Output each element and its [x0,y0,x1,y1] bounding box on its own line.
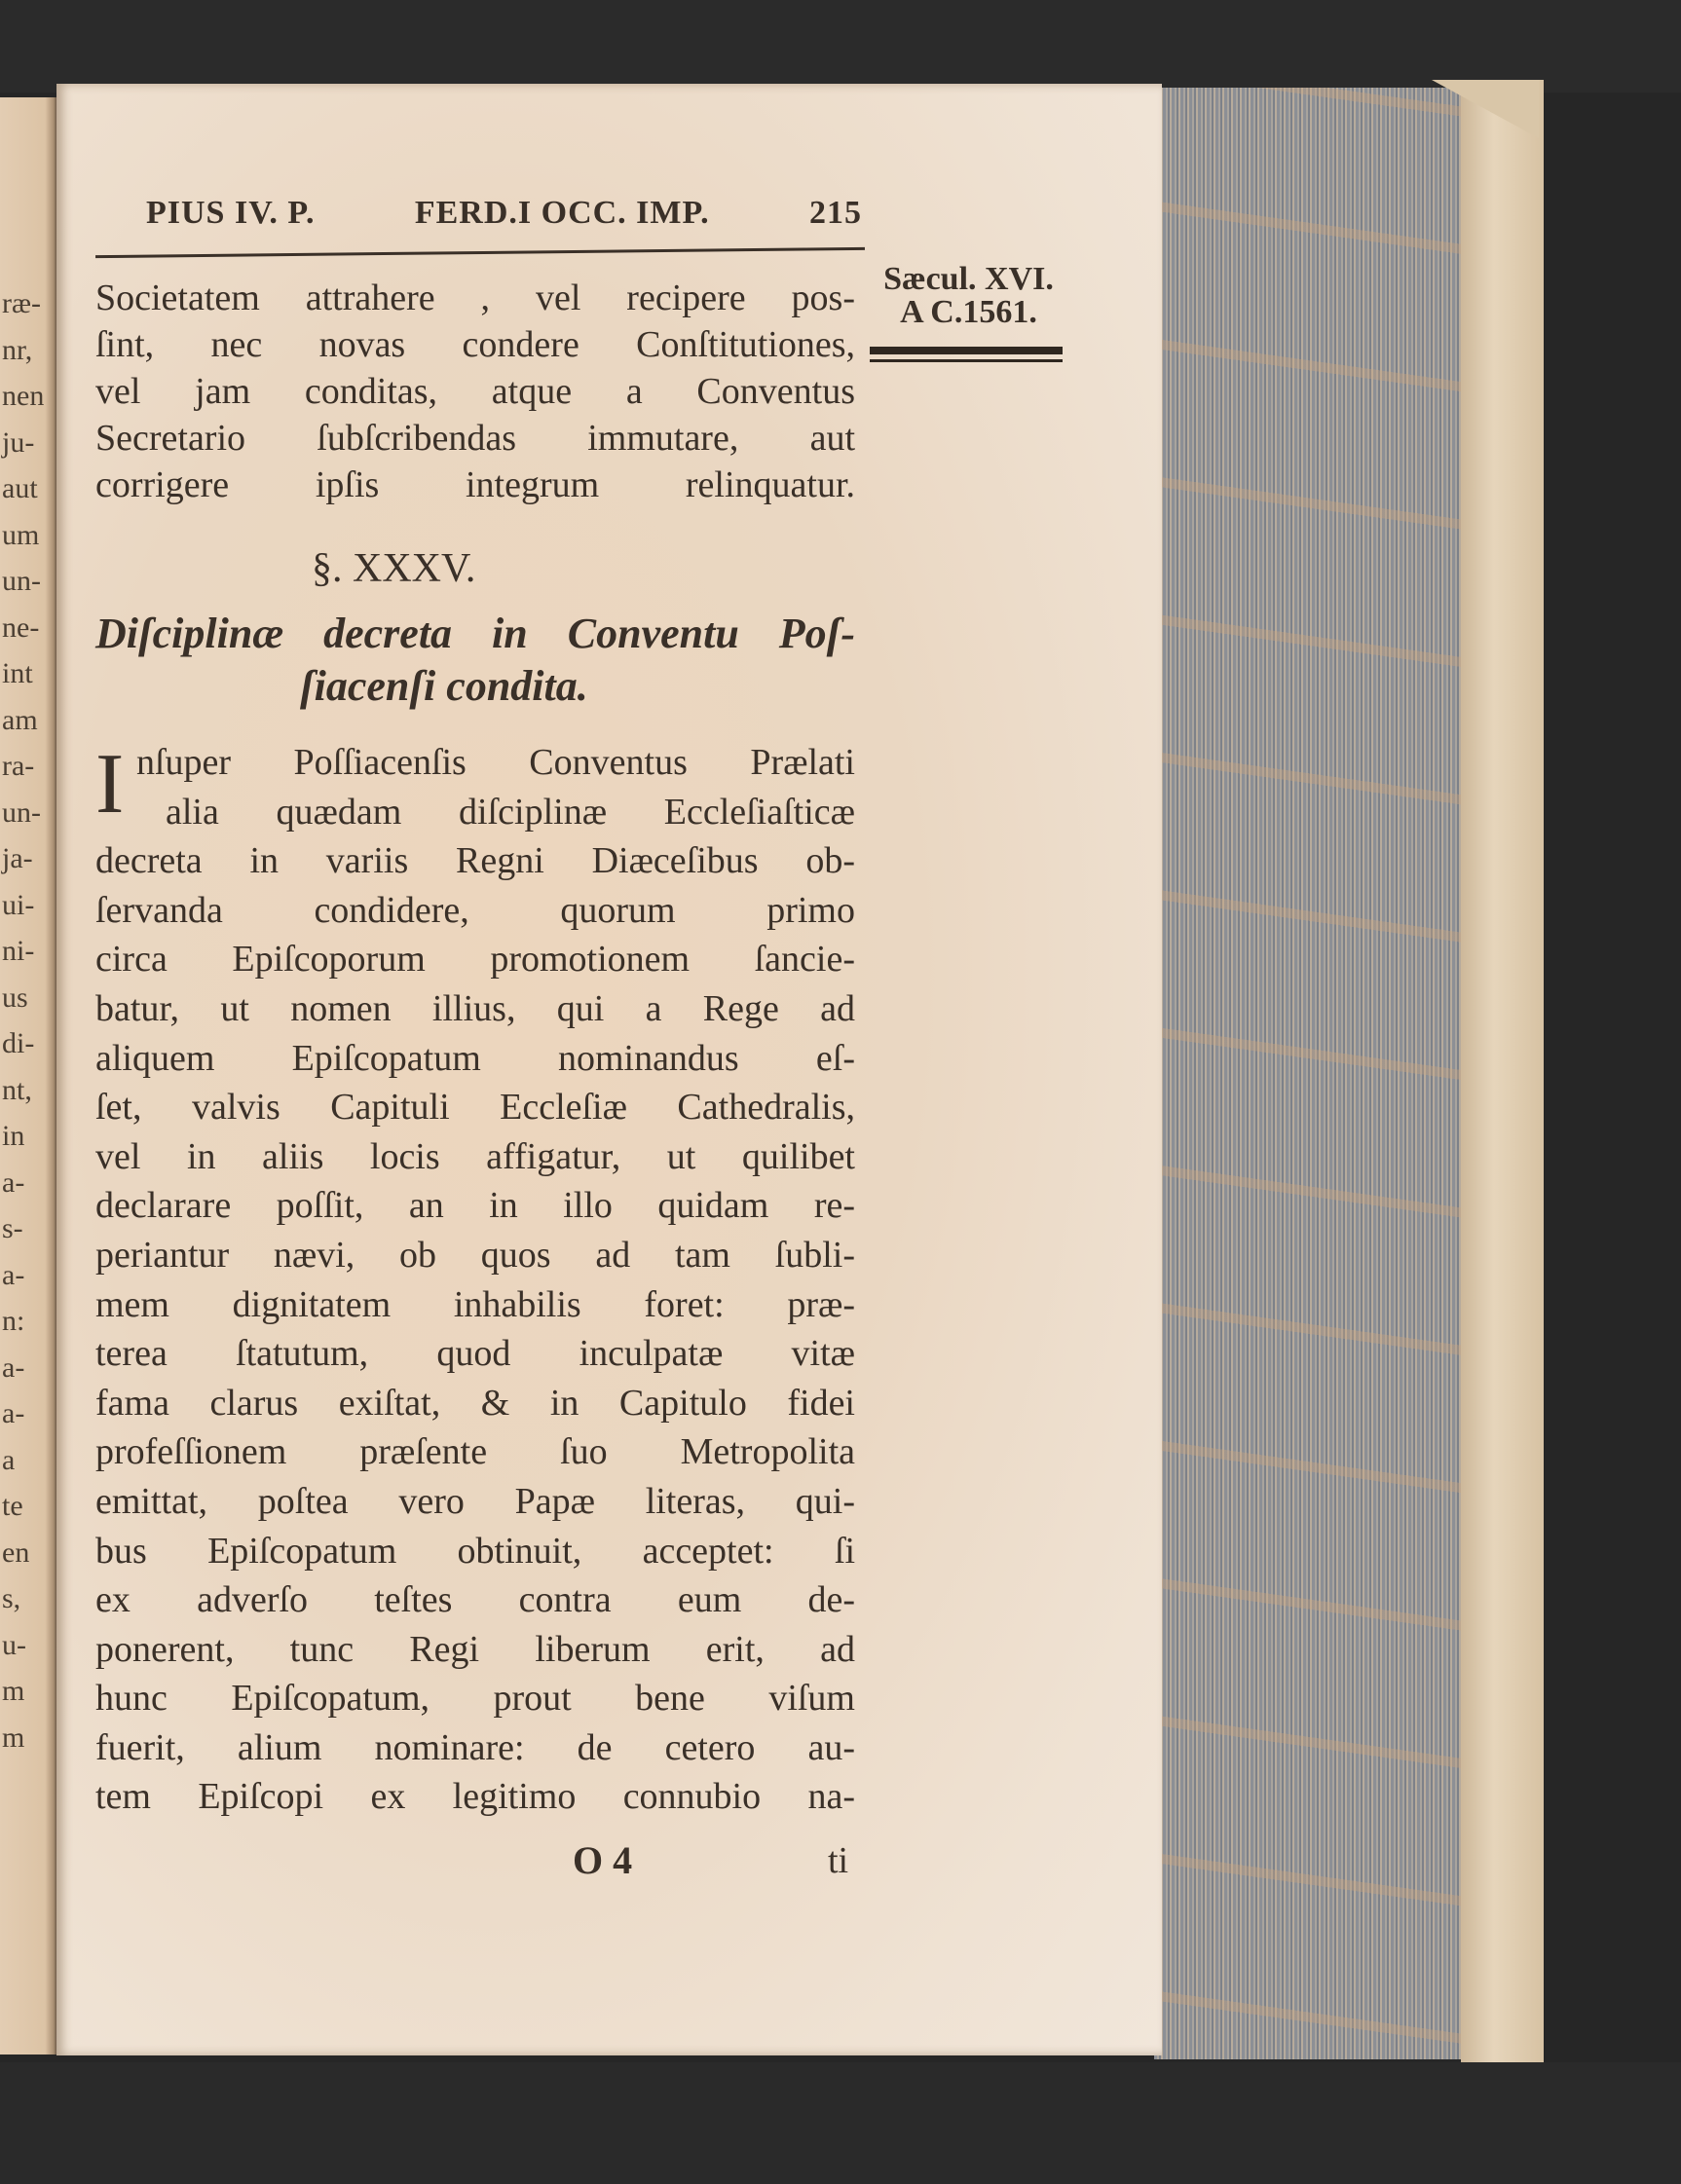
text-line: circa Epiſcoporum promotionem ſancie- [95,939,855,981]
left-fragment: ja- [2,842,33,874]
left-fragment: ni- [2,935,35,967]
margin-rule-thick [870,347,1063,354]
left-fragment: n: [2,1305,25,1337]
text-line: bus Epiſcopatum obtinuit, acceptet: ſi [95,1530,855,1572]
left-fragment: ræ- [2,287,41,319]
text-line: alia quædam diſciplinæ Eccleſiaſticæ [166,791,855,833]
text-line: periantur nævi, ob quos ad tam ſubli- [95,1234,855,1276]
left-fragment: am [2,703,38,736]
text-line: vel jam conditas, atque a Conventus [95,371,855,412]
left-fragment: di- [2,1027,35,1059]
margin-note [869,263,1068,329]
left-fragment: un- [2,796,41,829]
text-line: batur, ut nomen illius, qui a Rege ad [95,987,855,1029]
text-line: declarare poſſit, an in illo quidam re- [95,1185,855,1227]
left-fragment: um [2,518,40,551]
left-fragment: a- [2,1351,25,1384]
margin-year: A C.1561. [900,294,1037,330]
left-fragment: un- [2,565,41,597]
text-line: mem dignitatem inhabilis foret: præ- [95,1283,855,1325]
header-pope: PIUS IV. P. [146,195,316,231]
text-line: ex adverſo teſtes contra eum de- [95,1579,855,1621]
drop-cap: I [95,737,125,832]
left-fragment: nt, [2,1073,32,1106]
left-fragment: us [2,981,28,1014]
text-line: ſint, nec novas condere Conſtitutiones, [95,324,855,365]
left-fragment: aut [2,472,38,504]
catchword: ti [828,1840,849,1881]
left-fragment: ra- [2,750,35,782]
left-fragment: a- [2,1258,25,1291]
left-fragment: ui- [2,888,35,921]
left-fragment: nen [2,380,45,412]
text-line: corrigere ipſis integrum relinquatur. [95,464,855,505]
text-line: ponerent, tunc Regi liberum erit, ad [95,1628,855,1670]
left-page-edge [0,97,56,2054]
text-line: Secretario ſubſcribendas immutare, aut [95,418,855,459]
left-fragment: u- [2,1628,26,1661]
text-line: profeſſionem præſente ſuo Metropolita [95,1431,855,1473]
left-page-text-fragments [2,280,44,1760]
running-header [146,195,862,232]
continuation-paragraph [95,275,855,508]
left-fragment: ju- [2,426,35,459]
cover-corner [1432,80,1539,138]
left-fragment: en [2,1536,30,1569]
left-fragment: nr, [2,333,33,366]
background-bottom [0,2062,1681,2184]
text-line: fama clarus exiſtat, & in Capitulo fidei [95,1382,855,1424]
text-line: vel in aliis locis affigatur, ut quilibet [95,1135,855,1177]
book-cover [1461,80,1544,2066]
text-line: nſuper Poſſiacenſis Conventus Prælati [136,742,855,783]
text-line: Societatem attrahere , vel recipere pos- [95,278,855,318]
text-line: tem Epiſcopi ex legitimo connubio na- [95,1776,855,1818]
text-line: ſervanda condidere, quorum primo [95,889,855,931]
page-number: 215 [808,195,862,231]
text-line: decreta in variis Regni Diæceſibus ob- [95,840,855,882]
book-page-edges [1154,88,1466,2059]
left-fragment: s- [2,1212,23,1244]
margin-rule-thin [870,359,1063,362]
margin-century: Sæcul. XVI. [883,261,1054,297]
left-fragment: s, [2,1582,21,1614]
left-fragment: ne- [2,611,40,644]
left-fragment: int [2,657,33,689]
left-fragment: in [2,1120,25,1152]
text-line: hunc Epiſcopatum, prout bene viſum [95,1678,855,1720]
left-fragment: m [2,1721,25,1754]
header-emperor: FERD.I OCC. IMP. [414,195,710,231]
left-fragment: a [2,1443,16,1476]
background-top [0,0,1681,93]
section-title-line: Diſciplinæ decreta in Conventu Poſ- [95,610,855,657]
text-line: ſet, valvis Capituli Eccleſiæ Cathedralis, [95,1087,855,1129]
left-fragment: a- [2,1166,25,1199]
left-fragment: te [2,1490,23,1522]
left-fragment: a- [2,1397,25,1429]
text-line: fuerit, alium nominare: de cetero au- [95,1726,855,1768]
section-title [95,608,855,713]
section-title-line: ſiacenſi condita. [300,662,588,710]
left-fragment: m [2,1675,25,1707]
text-line: emittat, poſtea vero Papæ literas, qui- [95,1480,855,1522]
signature-mark: O 4 [573,1838,633,1882]
section-number: §. XXXV. [312,546,476,591]
body-paragraph [95,738,855,1822]
text-line: aliquem Epiſcopatum nominandus eſ- [95,1037,855,1079]
text-line: terea ſtatutum, quod inculpatæ vitæ [95,1333,855,1375]
